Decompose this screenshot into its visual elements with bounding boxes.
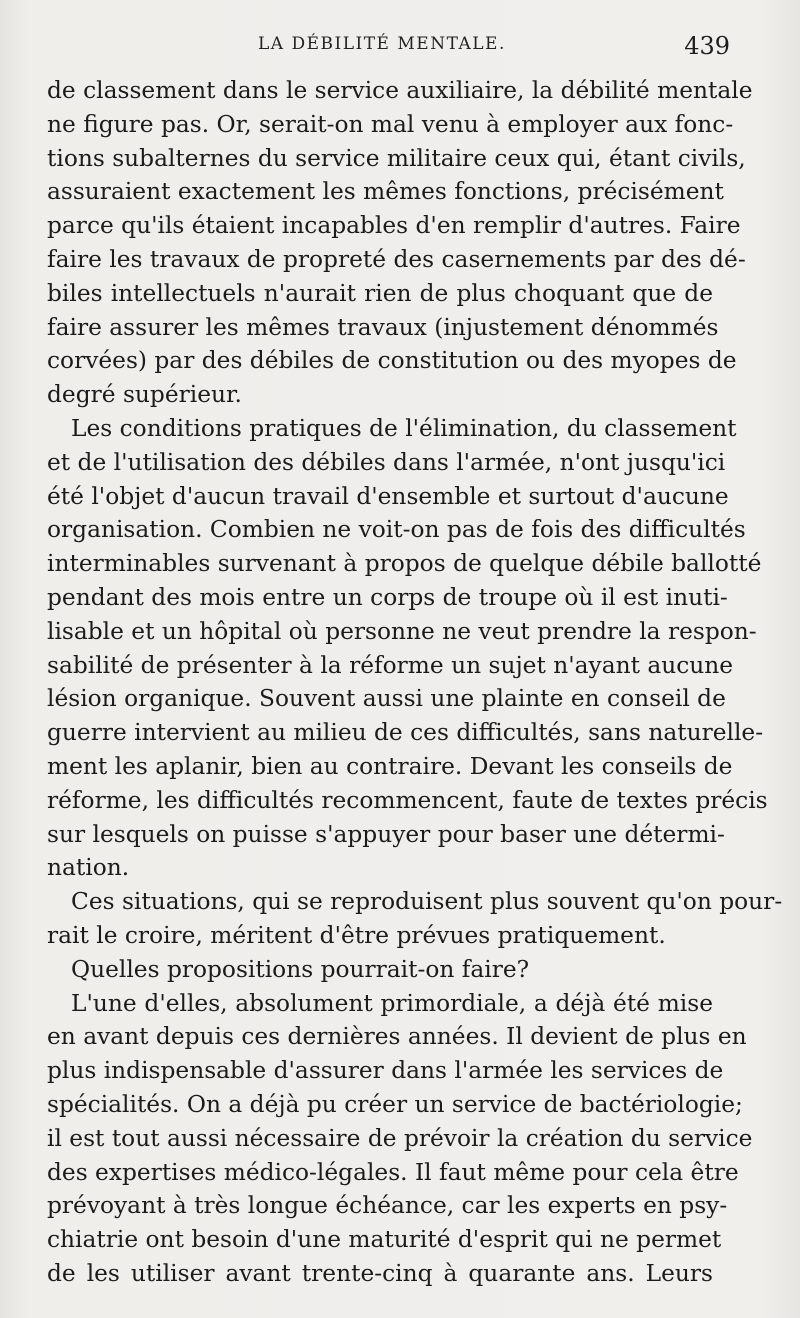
- running-header: [0, 34, 800, 62]
- text-line: en avant depuis ces dernières années. Il devient de plus en: [47, 1023, 747, 1051]
- text-line: sabilité de présenter à la réforme un sujet n'ayant aucune: [47, 651, 734, 679]
- text-line: rait le croire, méritent d'être prévues pratiquement.: [47, 921, 666, 949]
- text-line: Ces situations, qui se reproduisent plus souvent qu'on pour-: [71, 888, 783, 916]
- paragraph-4: [47, 953, 713, 987]
- text-line: faire les travaux de propreté des casernements par des dé-: [47, 245, 746, 273]
- text-line: biles intellectuels n'aurait rien de plus choquant que de: [47, 279, 713, 307]
- text-line: corvées) par des débiles de constitution ou des myopes de: [47, 347, 737, 375]
- paragraph-1: [47, 74, 753, 412]
- page-number: 439: [684, 32, 730, 60]
- text-line: ne figure pas. Or, serait-on mal venu à employer aux fonc-: [47, 110, 734, 138]
- paragraph-3: [47, 885, 783, 953]
- text-line: tions subalternes du service militaire ceux qui, étant civils,: [47, 144, 746, 172]
- text-line: réforme, les difficultés recommencent, faute de textes précis: [47, 786, 768, 814]
- text-line: lisable et un hôpital où personne ne veut prendre la respon-: [47, 617, 757, 645]
- text-line: pendant des mois entre un corps de troupe où il est inuti-: [47, 583, 728, 611]
- text-line: de classement dans le service auxiliaire, la débilité mentale: [47, 77, 753, 104]
- text-line: interminables survenant à propos de quelque débile ballotté: [47, 550, 762, 578]
- text-line: nation.: [47, 854, 130, 882]
- text-line: et de l'utilisation des débiles dans l'armée, n'ont jusqu'ici: [47, 448, 726, 476]
- text-line: parce qu'ils étaient incapables d'en remplir d'autres. Faire: [47, 212, 741, 240]
- text-line: assuraient exactement les mêmes fonctions, précisément: [47, 178, 724, 206]
- text-line: de les utiliser avant trente-cinq à quarante ans. Leurs: [47, 1259, 713, 1287]
- text-line: été l'objet d'aucun travail d'ensemble et surtout d'aucune: [47, 482, 729, 510]
- text-line: il est tout aussi nécessaire de prévoir la création du service: [47, 1124, 753, 1152]
- text-line: chiatrie ont besoin d'une maturité d'esprit qui ne permet: [47, 1226, 722, 1254]
- paragraph-5: [47, 987, 753, 1291]
- text-line: plus indispensable d'assurer dans l'armée les services de: [47, 1057, 724, 1085]
- text-line: sur lesquels on puisse s'appuyer pour baser une détermi-: [47, 820, 725, 848]
- text-line: ment les aplanir, bien au contraire. Devant les conseils de: [47, 752, 733, 780]
- text-line: Quelles propositions pourrait-on faire?: [71, 955, 530, 983]
- running-title: LA DÉBILITÉ MENTALE.: [258, 34, 506, 54]
- text-line: guerre intervient au milieu de ces difficultés, sans naturelle-: [47, 719, 764, 747]
- text-line: lésion organique. Souvent aussi une plainte en conseil de: [47, 685, 726, 713]
- text-line: prévoyant à très longue échéance, car les experts en psy-: [47, 1192, 728, 1220]
- text-line: degré supérieur.: [47, 381, 242, 409]
- text-line: spécialités. On a déjà pu créer un service de bactériologie;: [47, 1090, 743, 1118]
- text-line: organisation. Combien ne voit-on pas de fois des difficultés: [47, 516, 746, 544]
- text-line: L'une d'elles, absolument primordiale, a déjà été mise: [71, 989, 713, 1017]
- body-text: [47, 74, 783, 1291]
- paragraph-2: [47, 412, 768, 885]
- text-line: faire assurer les mêmes travaux (injustement dénommés: [47, 313, 719, 341]
- text-line: des expertises médico-légales. Il faut même pour cela être: [47, 1158, 739, 1186]
- text-line: Les conditions pratiques de l'élimination, du classement: [71, 414, 737, 442]
